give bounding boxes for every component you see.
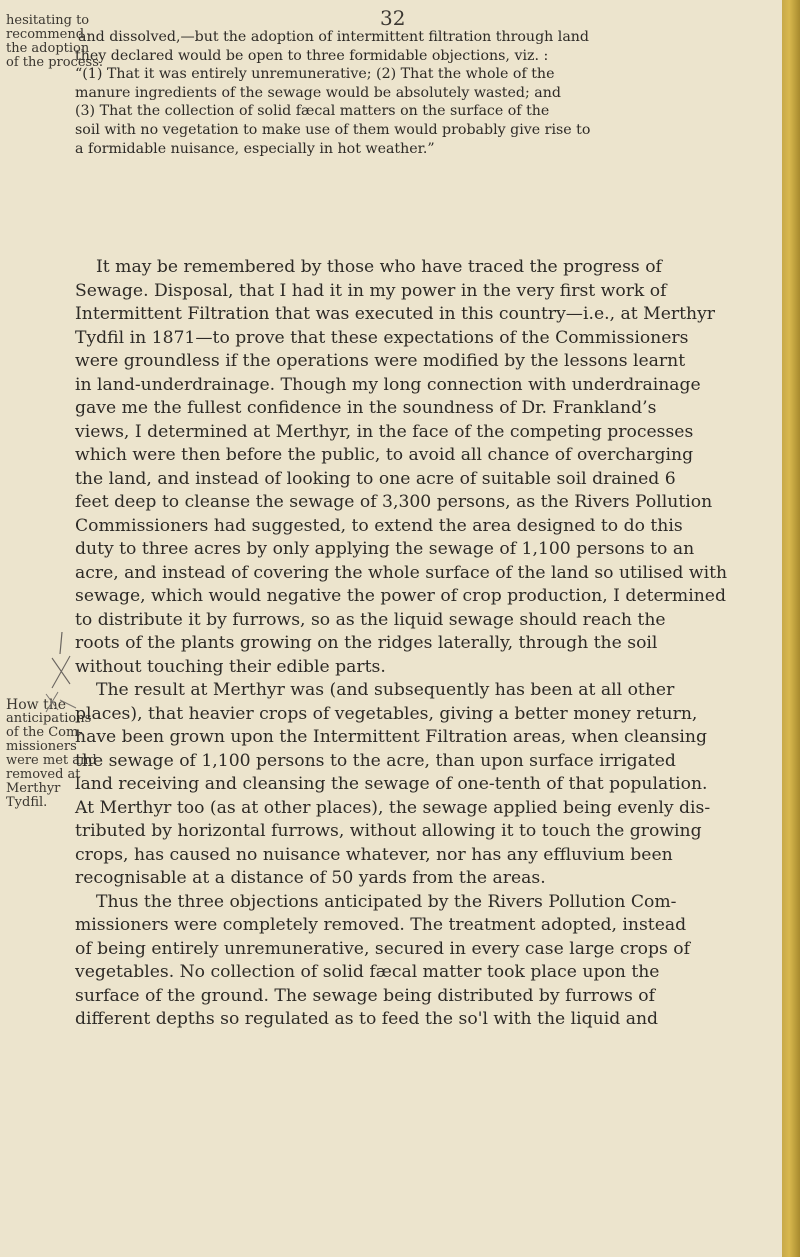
text-line: sewage, which would negative the power of crop production, I determined [75,586,726,606]
text-line: to distribute it by furrows, so as the liquid sewage should reach the [75,609,666,630]
margin-note-line: recommend [6,27,85,42]
text-line: the land, and instead of looking to one acre of suitable soil drained 6 [75,468,676,489]
text-line: tributed by horizontal furrows, without allowing it to touch the growing [75,821,702,841]
text-line: recognisable at a distance of 50 yards from the areas. [75,868,546,888]
text-line: (3) That the collection of solid fæcal matters on the surface of the [75,103,550,120]
text-line: vegetables. No collection of solid fæcal matter took place upon the [75,962,660,982]
margin-note-line: Merthyr [6,781,61,796]
paragraph [75,679,720,891]
margin-note-line: were met and [6,753,97,768]
text-line: crops, has caused no nuisance whatever, nor has any effluvium been [75,844,673,865]
text-line: gave me the fullest confidence in the soundness of Dr. Frankland’s [75,398,657,418]
text-line: in land-underdrainage. Though my long connection with underdrainage [75,374,701,395]
text-line: a formidable nuisance, especially in hot weather.” [75,140,435,157]
text-line: The result at Merthyr was (and subsequently has been at all other [96,680,675,700]
text-line: It may be remembered by those who have traced the progress of [96,257,662,277]
text-line: the sewage of 1,100 persons to the acre, than upon surface irrigated [75,750,676,771]
text-line: surface of the ground. The sewage being distributed by furrows of [75,985,656,1006]
text-line: soil with no vegetation to make use of them would probably give rise to [75,121,591,138]
text-line: of being entirely unremunerative, secured in every case large crops of [75,938,691,959]
margin-note-line: hesitating to [6,13,90,28]
page-number: 32 [380,6,406,30]
text-line: acre, and instead of covering the whole surface of the land so utilised with [75,562,728,583]
text-line: they declared would be open to three formidable objections, viz. : [75,47,549,64]
margin-note-line: of the Com- [6,725,83,740]
text-line: were groundless if the operations were modified by the lessons learnt [75,351,686,371]
margin-note-line: the adoption [6,41,90,56]
text-line: have been grown upon the Intermittent Filtration areas, when cleansing [75,727,707,747]
gilt-page-edge [782,0,800,1257]
paragraph [75,891,720,1032]
text-line: without touching their edible parts. [75,656,386,677]
text-line: At Merthyr too (as at other places), the sewage applied being evenly dis- [75,797,711,818]
text-line: manure ingredients of the sewage would be absolutely wasted; and [75,84,561,101]
text-line: missioners were completely removed. The treatment adopted, instead [75,915,687,935]
text-line: “(1) That it was entirely unremunerative; (2) That the whole of the [75,66,555,83]
margin-note-line: How the [6,697,66,713]
text-line: Thus the three objections anticipated by the Rivers Pollution Com- [96,891,677,912]
main-text [75,256,728,1032]
text-line: roots of the plants growing on the ridges laterally, through the soil [75,633,658,653]
quoted-objections [75,28,725,158]
margin-note-line: removed at [6,767,81,782]
text-line: Commissioners had suggested, to extend the area designed to do this [75,515,683,536]
text-line: different depths so regulated as to feed the so'l with the liquid and [75,1009,659,1029]
text-line: views, I determined at Merthyr, in the face of the competing processes [75,421,694,442]
margin-note-line: Tydfil. [6,795,48,810]
text-line: feet deep to cleanse the sewage of 3,300 persons, as the Rivers Pollution [75,492,713,512]
margin-note-line: of the process. [6,55,104,70]
text-line: which were then before the public, to avoid all chance of overcharging [75,445,694,465]
text-line: Sewage. Disposal, that I had it in my power in the very first work of [75,280,667,301]
text-line: duty to three acres by only applying the sewage of 1,100 persons to an [75,539,695,559]
text-line: Tydfil in 1871—to prove that these expectations of the Commissioners [75,327,689,348]
paragraph [75,256,728,679]
text-line: Intermittent Filtration that was executed in this country—i.e., at Merthyr [75,304,716,324]
text-line: land receiving and cleansing the sewage of one-tenth of that population. [75,774,708,794]
margin-note-line: anticipations [6,711,92,726]
margin-note-line: missioners [6,739,77,754]
text-line: places), that heavier crops of vegetables, giving a better money return, [75,703,698,724]
text-line: and dissolved,—but the adoption of intermittent filtration through land [78,29,590,45]
